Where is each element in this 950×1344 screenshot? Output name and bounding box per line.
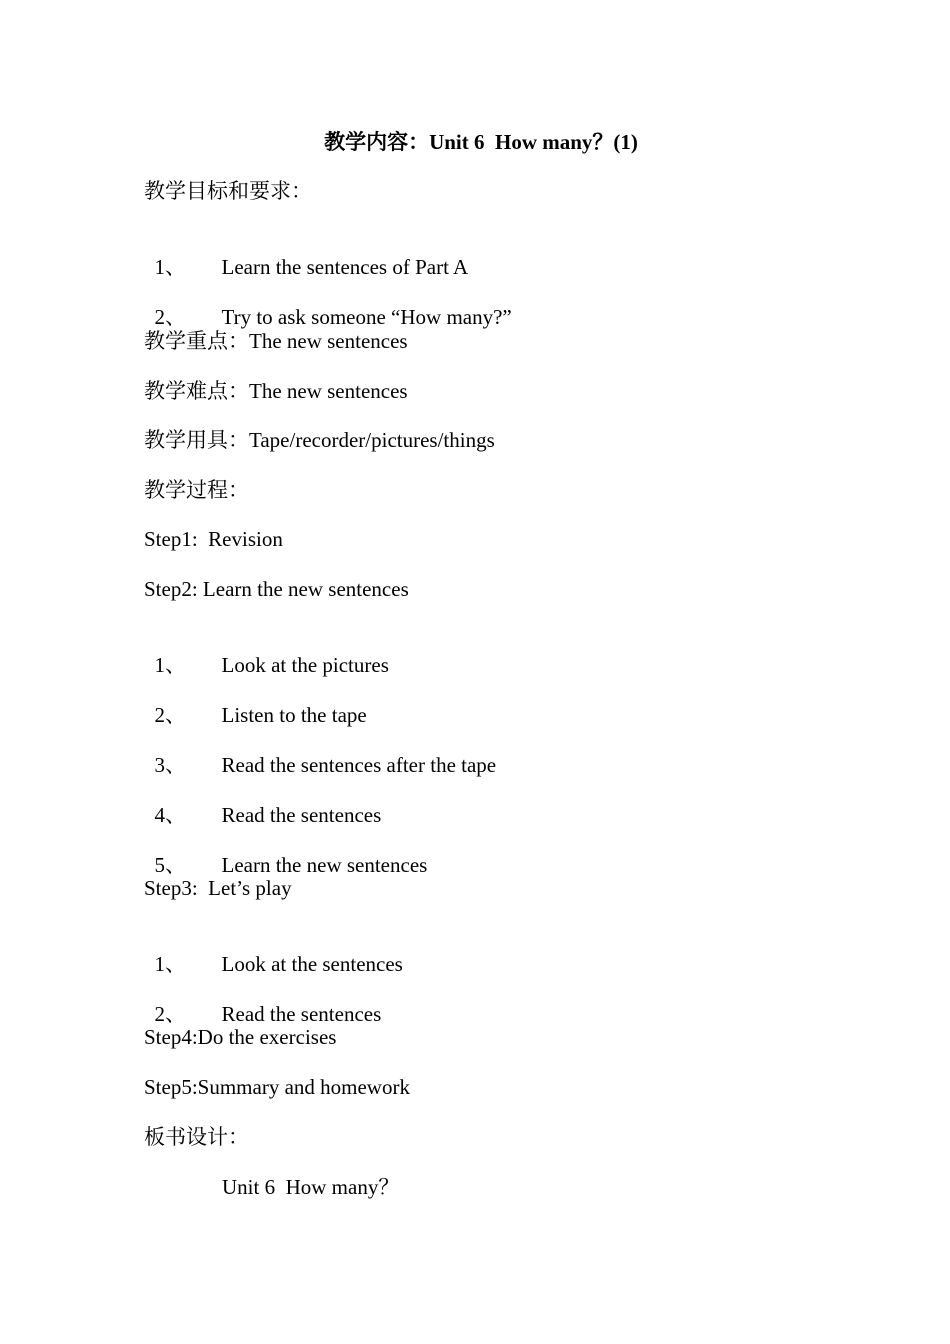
list-text: Learn the sentences of Part A [221,255,469,279]
step5: Step5:Summary and homework [144,1075,410,1099]
list-text: Read the sentences [221,1002,382,1026]
list-text: Read the sentences [221,803,382,827]
list-number: 2、 [154,703,186,727]
list-number: 2、 [154,305,186,329]
step1: Step1: Revision [144,527,283,551]
list-number: 2、 [154,1002,186,1026]
step2-title: Step2: Learn the new sentences [144,577,409,601]
list-item [144,826,427,878]
board-content: Unit 6 How many？ [222,1175,400,1199]
board-heading: 板书设计： [144,1125,249,1149]
list-item [144,626,389,678]
list-item [144,975,381,1027]
difficulty: 教学难点：The new sentences [144,379,408,403]
process-heading: 教学过程： [144,478,249,502]
page-title: 教学内容：Unit 6 How many？(1) [324,130,638,154]
list-item [144,925,403,977]
list-number: 3、 [154,753,186,777]
list-text: Listen to the tape [221,703,367,727]
list-text: Look at the sentences [221,952,403,976]
list-number: 5、 [154,853,186,877]
list-number: 4、 [154,803,186,827]
list-item [144,726,496,778]
list-text: Learn the new sentences [221,853,428,877]
list-item [144,228,468,280]
list-number: 1、 [154,653,186,677]
step3-title: Step3: Let’s play [144,876,292,900]
list-item [144,278,512,330]
list-item [144,676,367,728]
step4: Step4:Do the exercises [144,1025,337,1049]
key-point: 教学重点：The new sentences [144,329,408,353]
list-number: 1、 [154,952,186,976]
list-text: Read the sentences after the tape [221,753,497,777]
list-number: 1、 [154,255,186,279]
list-text: Try to ask someone “How many?” [221,305,512,329]
objectives-heading: 教学目标和要求： [144,179,312,203]
teaching-tools: 教学用具：Tape/recorder/pictures/things [144,428,495,452]
list-item [144,776,381,828]
list-text: Look at the pictures [221,653,389,677]
